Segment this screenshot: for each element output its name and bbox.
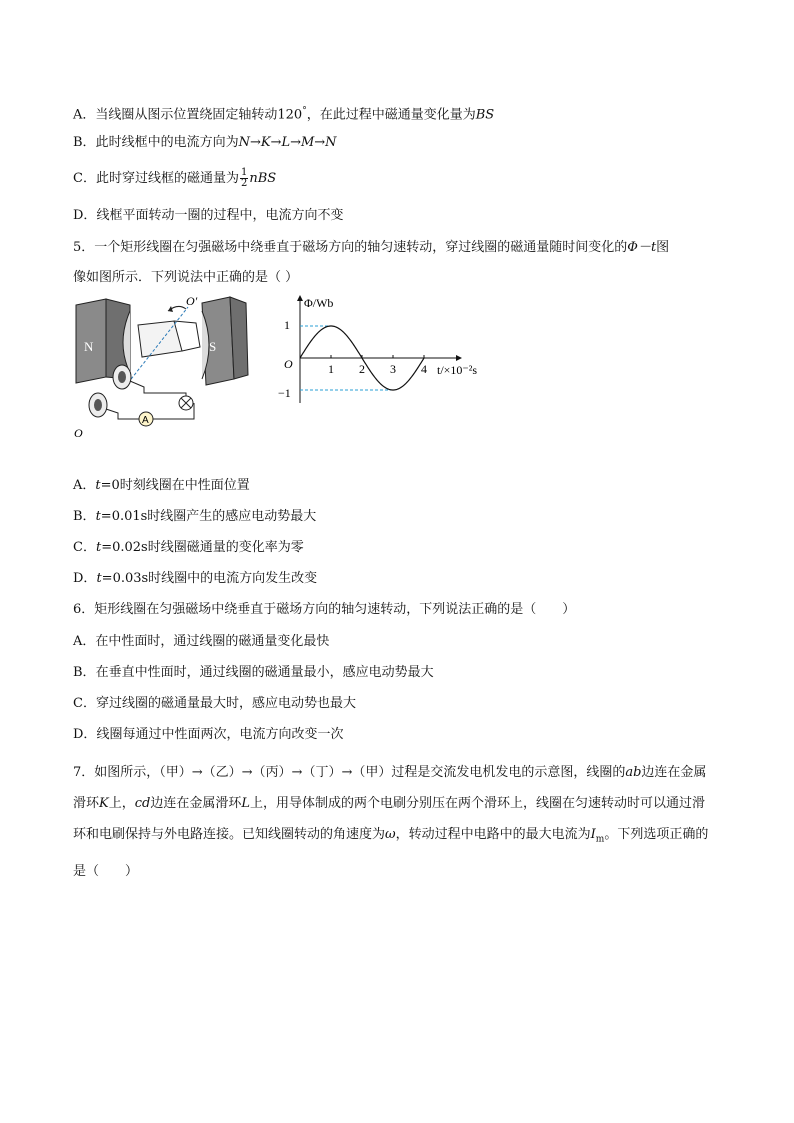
x-tick-label: 1 <box>328 362 334 376</box>
x-tick-label: 4 <box>421 362 427 376</box>
q6-option-c: C．穿过线圈的磁通量最大时，感应电动势也最大 <box>73 696 356 711</box>
x-axis-label: t/×10⁻²s <box>437 363 478 377</box>
x-tick-label: 2 <box>359 362 365 376</box>
q6-option-b: B．在垂直中性面时，通过线圈的磁通量最小，感应电动势最大 <box>73 665 434 680</box>
slip-ring-lower-hole <box>94 399 102 411</box>
q6-option-d: D．线圈每通过中性面两次，电流方向改变一次 <box>73 727 344 742</box>
x-axis-arrow <box>456 355 462 361</box>
q5-figure <box>70 293 510 443</box>
y-axis-label: Φ/Wb <box>304 296 334 310</box>
q5-option-b: B．t=0.01s时线圈产生的感应电动势最大 <box>73 509 317 524</box>
wire-upper <box>130 381 186 403</box>
q5-option-d: D．t=0.03s时线圈中的电流方向发生改变 <box>73 571 318 586</box>
q6-option-a: A．在中性面时，通过线圈的磁通量变化最快 <box>73 634 330 649</box>
y-tick-neg1: −1 <box>278 386 291 400</box>
coil <box>138 321 182 357</box>
q4-option-b: B．此时线框中的电流方向为N→K→L→M→N <box>73 135 337 150</box>
flux-time-graph <box>278 295 477 403</box>
y-tick-1: 1 <box>284 318 290 332</box>
magnet-n-label: N <box>84 339 94 354</box>
ammeter-label: A <box>142 415 149 426</box>
rotation-arrowhead <box>168 306 173 312</box>
magnet-s-label: S <box>209 339 217 354</box>
y-axis-arrow <box>297 295 303 301</box>
q7-stem: 7．如图所示，（甲）→（乙）→（丙）→（丁）→（甲）过程是交流发电机发电的示意图，线圈的ab边连在金属滑环K上，cd边连在金属滑环L上，用导体制成的两个电刷分别压在两个滑环上，线圈在匀速转动时可以通过滑环和电刷保持与外电路连接。已知线圈转动的角速度为ω，转动过程中电路中的最大电流为$I_m$。下列选项正确的是（ ） <box>73 765 709 879</box>
origin-label: O <box>284 357 293 371</box>
q5-option-c: C．t=0.02s时线圈磁通量的变化率为零 <box>73 540 304 555</box>
q5-option-a: A．t=0时刻线圈在中性面位置 <box>73 478 250 493</box>
slip-ring-upper-hole <box>118 371 126 383</box>
axis-label-top: O′ <box>186 294 198 308</box>
q4-option-d: D．线框平面转动一圈的过程中，电流方向不变 <box>73 208 344 223</box>
generator-diagram <box>70 293 510 443</box>
q5-stem-line1: 5．一个矩形线圈在匀强磁场中绕垂直于磁场方向的轴匀速转动，穿过线圈的磁通量随时间变化的Φ－t图 <box>73 240 670 255</box>
x-tick-label: 3 <box>390 362 396 376</box>
axis-label-bottom: O <box>74 426 83 440</box>
q4-option-a: A．当线圈从图示位置绕固定轴转动120°，在此过程中磁通量变化量为BS <box>73 106 495 123</box>
wire-lower <box>106 409 140 419</box>
fraction: $\frac{1}{2}$ <box>240 167 248 189</box>
q4-option-c: C．此时穿过线框的磁通量为 $\frac{1}{2}$ nBS <box>73 167 277 189</box>
q5-stem-line2: 像如图所示．下列说法中正确的是（ ） <box>73 270 299 285</box>
q6-stem: 6．矩形线圈在匀强磁场中绕垂直于磁场方向的轴匀速转动，下列说法正确的是（ ） <box>73 602 576 617</box>
